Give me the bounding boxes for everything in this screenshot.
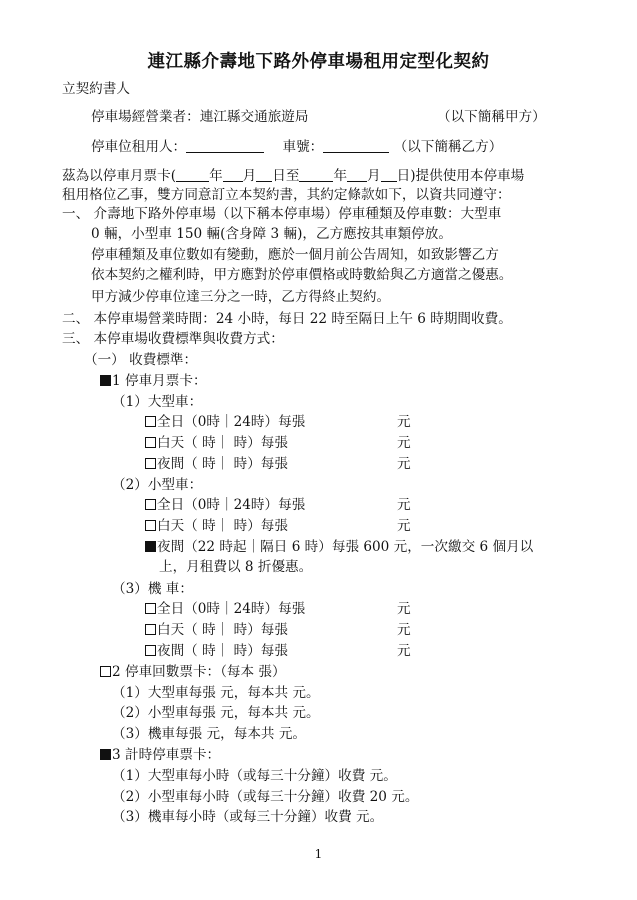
blank bbox=[256, 167, 272, 182]
rate-text: 全日（0時｜24時）每張 bbox=[157, 601, 306, 617]
operator-note: （以下簡稱甲方） bbox=[437, 109, 546, 125]
lessee-note: （以下簡稱乙方） bbox=[393, 139, 503, 155]
multi-pass-checkbox[interactable] bbox=[100, 666, 111, 677]
intro-text: 月 bbox=[367, 168, 381, 184]
operator-line bbox=[91, 108, 546, 126]
rate-text: 全日（0時｜24時）每張 bbox=[157, 414, 306, 430]
clause-1-line-2: 0 輛，小型車 150 輛(含身障 3 輛)，乙方應按其車類停放。 bbox=[91, 226, 452, 242]
clause-3: 三、 本停車場收費標準與收費方式： bbox=[62, 331, 284, 347]
small-day-checkbox[interactable] bbox=[145, 520, 156, 531]
blank bbox=[299, 167, 333, 182]
large-allday-checkbox[interactable] bbox=[145, 416, 156, 427]
signatories-heading: 立契約書人 bbox=[62, 81, 130, 97]
rate-text: 夜間（22 時起｜隔日 6 時）每張 600 元，一次繳交 6 個月以 bbox=[157, 539, 534, 555]
moto-night-checkbox[interactable] bbox=[145, 645, 156, 656]
moto-allday-row[interactable] bbox=[145, 600, 411, 618]
blank bbox=[347, 167, 367, 182]
moto-day-row[interactable] bbox=[145, 621, 411, 639]
monthly-pass-option[interactable] bbox=[100, 372, 207, 390]
rate-text: 白天（ 時｜ 時）每張 bbox=[157, 435, 288, 451]
rate-text: 白天（ 時｜ 時）每張 bbox=[157, 622, 288, 638]
motorcycle-heading: （3）機 車： bbox=[112, 581, 193, 597]
small-night-checkbox[interactable] bbox=[145, 541, 156, 552]
rate-text: 夜間（ 時｜ 時）每張 bbox=[157, 456, 288, 472]
intro-text: 茲為以停車月票卡( bbox=[62, 168, 177, 184]
rate-text: 全日（0時｜24時）每張 bbox=[157, 497, 306, 513]
small-vehicle-heading: （2）小型車： bbox=[112, 477, 203, 493]
hourly-pass-option[interactable] bbox=[100, 746, 220, 764]
lessee-line bbox=[91, 138, 502, 156]
multi-line: （3）機車每張 元，每本共 元。 bbox=[112, 726, 307, 742]
moto-day-checkbox[interactable] bbox=[145, 624, 156, 635]
blank bbox=[223, 167, 243, 182]
moto-allday-checkbox[interactable] bbox=[145, 603, 156, 614]
unit-text: 元 bbox=[397, 456, 411, 472]
large-allday-row[interactable] bbox=[145, 413, 411, 431]
multi-line: （2）小型車每張 元，每本共 元。 bbox=[112, 705, 320, 721]
clause-1-line-3: 停車種類及車位數如有變動，應於一個月前公告周知，如致影響乙方 bbox=[91, 247, 499, 263]
section-1-heading: （一） 收費標準： bbox=[84, 352, 198, 368]
page-number: 1 bbox=[314, 847, 323, 861]
small-day-row[interactable] bbox=[145, 517, 411, 535]
hourly-pass-checkbox[interactable] bbox=[100, 749, 111, 760]
unit-text: 元 bbox=[397, 622, 411, 638]
clause-1-line-4: 依本契約之權利時，甲方應對於停車價格或時數給與乙方適當之優惠。 bbox=[91, 267, 513, 283]
multi-line: （1）大型車每張 元，每本共 元。 bbox=[112, 685, 320, 701]
monthly-pass-checkbox[interactable] bbox=[100, 375, 111, 386]
intro-line-2: 租用格位乙事，雙方同意訂立本契約書，其約定條款如下，以資共同遵守： bbox=[62, 187, 511, 203]
monthly-pass-label: 1 停車月票卡： bbox=[112, 373, 207, 389]
hourly-line: （1）大型車每小時（或每三十分鐘）收費 元。 bbox=[112, 768, 397, 784]
clause-2: 二、 本停車場營業時間：24 小時，每日 22 時至隔日上午 6 時期間收費。 bbox=[62, 311, 512, 327]
small-allday-row[interactable] bbox=[145, 496, 411, 514]
unit-text: 元 bbox=[397, 414, 411, 430]
large-day-checkbox[interactable] bbox=[145, 437, 156, 448]
lessee-label: 停車位租用人： bbox=[91, 139, 187, 155]
intro-text: 日)提供使用本停車場 bbox=[396, 168, 525, 184]
large-night-checkbox[interactable] bbox=[145, 458, 156, 469]
intro-text: 月 bbox=[242, 168, 257, 184]
hourly-pass-label: 3 計時停車票卡： bbox=[112, 747, 221, 763]
large-vehicle-heading: （1）大型車： bbox=[112, 394, 203, 410]
small-night-row-cont: 上，月租費以 8 折優惠。 bbox=[159, 559, 313, 575]
lessee-name-blank bbox=[186, 138, 264, 153]
large-day-row[interactable] bbox=[145, 434, 411, 452]
large-night-row[interactable] bbox=[145, 455, 411, 473]
plate-label: 車號： bbox=[282, 139, 324, 155]
unit-text: 元 bbox=[397, 497, 411, 513]
intro-text: 年 bbox=[333, 168, 348, 184]
blank bbox=[381, 167, 397, 182]
intro-text: 年 bbox=[209, 168, 223, 184]
multi-pass-option[interactable] bbox=[100, 663, 286, 681]
small-allday-checkbox[interactable] bbox=[145, 499, 156, 510]
unit-text: 元 bbox=[397, 435, 411, 451]
hourly-line: （3）機車每小時（或每三十分鐘）收費 元。 bbox=[112, 809, 384, 825]
clause-1-line-1: 一、 介壽地下路外停車場（以下稱本停車場）停車種類及停車數：大型車 bbox=[62, 206, 502, 222]
moto-night-row[interactable] bbox=[145, 642, 411, 660]
unit-text: 元 bbox=[397, 601, 411, 617]
small-night-row[interactable] bbox=[145, 538, 533, 556]
blank bbox=[176, 167, 209, 182]
hourly-line: （2）小型車每小時（或每三十分鐘）收費 20 元。 bbox=[112, 789, 419, 805]
unit-text: 元 bbox=[397, 518, 411, 534]
clause-1-line-5: 甲方減少停車位達三分之一時，乙方得終止契約。 bbox=[91, 289, 391, 305]
rate-text: 夜間（ 時｜ 時）每張 bbox=[157, 643, 288, 659]
rate-text: 白天（ 時｜ 時）每張 bbox=[157, 518, 288, 534]
multi-pass-label: 2 停車回數票卡：（每本 張） bbox=[112, 664, 286, 680]
plate-number-blank bbox=[323, 138, 389, 153]
intro-line-1 bbox=[62, 167, 524, 185]
unit-text: 元 bbox=[397, 643, 411, 659]
document-title: 連江縣介壽地下路外停車場租用定型化契約 bbox=[147, 52, 490, 72]
operator-label: 停車場經營業者：連江縣交通旅遊局 bbox=[91, 109, 309, 125]
intro-text: 日至 bbox=[272, 168, 300, 184]
